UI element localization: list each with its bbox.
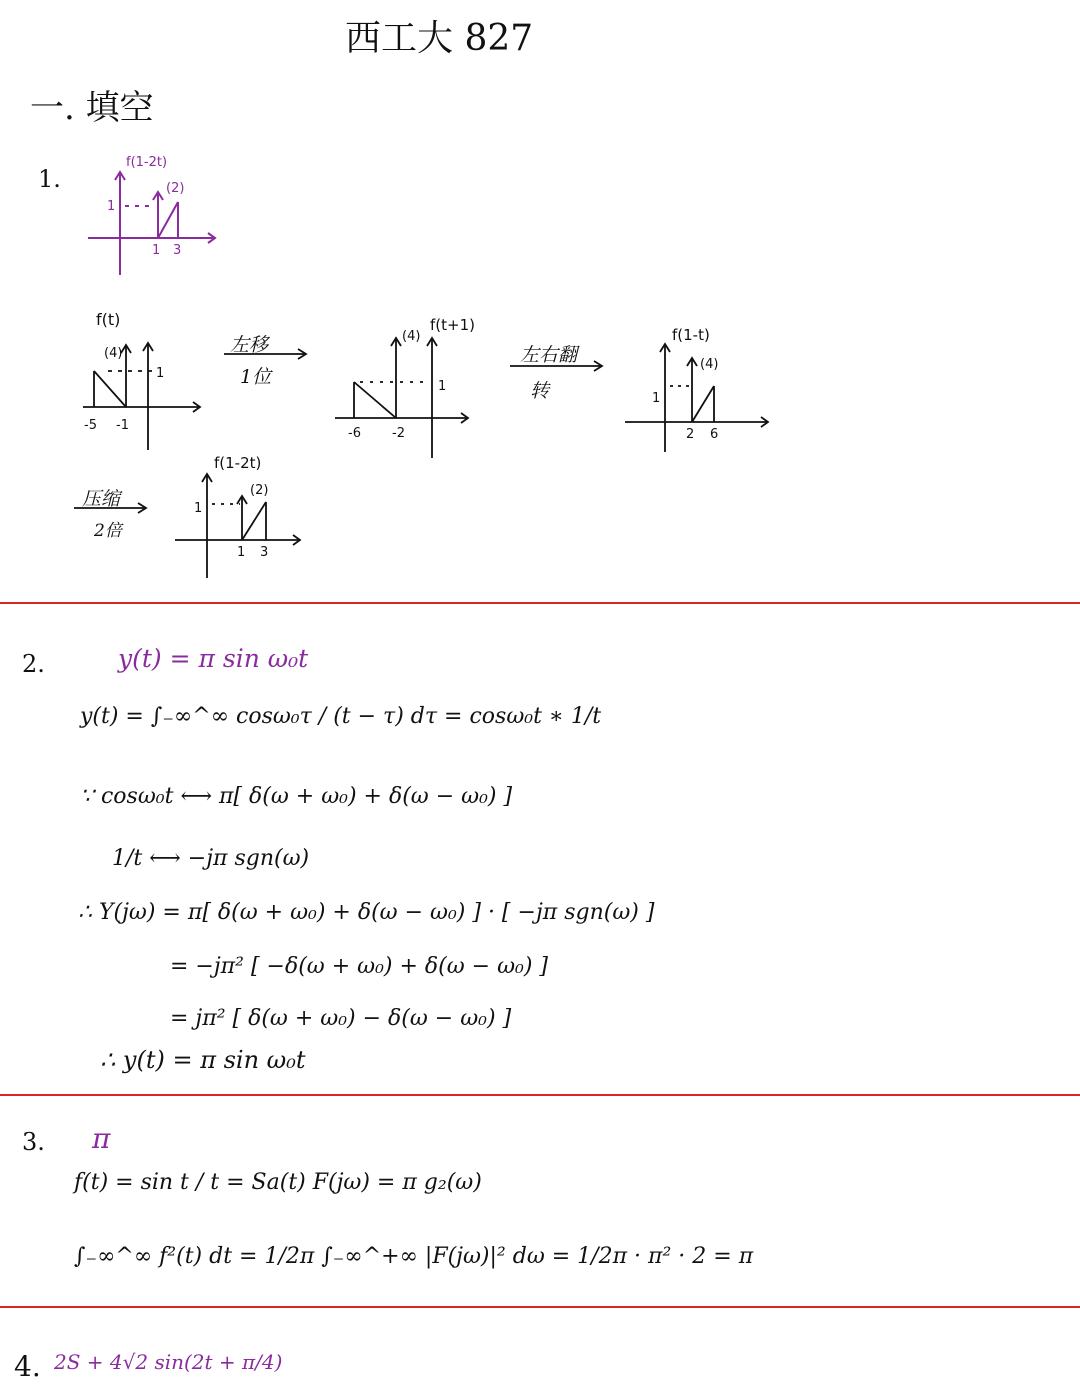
- plot-final: [170, 450, 310, 585]
- arrow2-icon: [508, 358, 608, 374]
- question-3-number: 3.: [22, 1128, 45, 1156]
- answer-plot-impulse: (2): [166, 181, 185, 196]
- question-2-answer: y(t) = π sin ω₀t: [118, 644, 309, 673]
- plot-shift: [330, 310, 480, 460]
- derivation-line: y(t) = ∫₋∞^∞ cosω₀τ / (t − τ) dτ = cosω₀t ∗ 1/t: [80, 704, 602, 729]
- divider-line: [0, 602, 1080, 604]
- plot-flip-tick: 2: [686, 427, 695, 442]
- derivation-line: 1/t ⟷ −jπ sgn(ω): [112, 846, 310, 871]
- divider-line: [0, 1094, 1080, 1096]
- question-2-number: 2.: [22, 650, 45, 678]
- plot-flip-label: f(1-t): [672, 326, 710, 344]
- plot-shift-label: f(t+1): [430, 316, 475, 334]
- plot-f-ymark: 1: [156, 366, 165, 381]
- answer-plot-label: f(1-2t): [126, 155, 168, 170]
- plot-flip: [620, 320, 775, 455]
- plot-shift-tick: -2: [392, 426, 405, 441]
- plot-f-impulse: (4): [104, 346, 123, 361]
- answer-plot-ymark: 1: [107, 199, 116, 214]
- plot-final-label: f(1-2t): [214, 454, 262, 472]
- plot-shift-impulse: (4): [402, 329, 421, 344]
- derivation-line: = −jπ² [ −δ(ω + ω₀) + δ(ω − ω₀) ]: [170, 954, 549, 979]
- derivation-line: ∫₋∞^∞ f²(t) dt = 1/2π ∫₋∞^+∞ |F(jω)|² dω = 1/2π · π² · 2 = π: [74, 1244, 754, 1269]
- answer-plot: [80, 150, 230, 280]
- arrow1-icon: [222, 346, 312, 362]
- plot-flip-impulse: (4): [700, 357, 719, 372]
- plot-f: [78, 305, 208, 455]
- answer-plot-tick: 1: [152, 243, 161, 258]
- plot-final-tick: 1: [237, 545, 246, 560]
- arrow1-bottom: 1位: [240, 366, 272, 388]
- question-4-number: 4.: [14, 1350, 41, 1383]
- section-heading: 一. 填空: [30, 88, 154, 128]
- question-1-number: 1.: [38, 165, 61, 193]
- plot-shift-ymark: 1: [438, 379, 447, 394]
- plot-shift-tick: -6: [348, 426, 361, 441]
- derivation-line: f(t) = sin t / t = Sa(t) F(jω) = π g₂(ω): [74, 1170, 482, 1195]
- divider-line: [0, 1306, 1080, 1308]
- question-4-answer: 2S + 4√2 sin(2t + π/4): [54, 1350, 283, 1374]
- plot-flip-ymark: 1: [652, 391, 661, 406]
- plot-final-tick: 3: [260, 545, 269, 560]
- arrow3-top: 压缩: [82, 488, 121, 510]
- arrow1-top: 左移: [230, 334, 269, 356]
- plot-flip-tick: 6: [710, 427, 719, 442]
- question-3-answer: π: [92, 1122, 111, 1155]
- derivation-line: ∴ y(t) = π sin ω₀t: [100, 1046, 306, 1074]
- derivation-line: = jπ² [ δ(ω + ω₀) − δ(ω − ω₀) ]: [170, 1006, 512, 1031]
- derivation-line: ∵ cosω₀t ⟷ π[ δ(ω + ω₀) + δ(ω − ω₀) ]: [80, 784, 513, 809]
- plot-final-impulse: (2): [250, 483, 269, 498]
- derivation-line: ∴ Y(jω) = π[ δ(ω + ω₀) + δ(ω − ω₀) ] · [ −jπ sgn(ω) ]: [78, 900, 655, 925]
- arrow3-icon: [72, 500, 152, 516]
- plot-f-tick: -1: [116, 418, 129, 433]
- arrow2-top: 左右翻: [520, 344, 578, 366]
- plot-f-tick: -5: [84, 418, 97, 433]
- arrow3-bottom: 2倍: [94, 521, 122, 541]
- arrow2-bottom: 转: [530, 380, 550, 402]
- answer-plot-tick: 3: [173, 243, 182, 258]
- page-title: 西工大 827: [345, 18, 534, 59]
- plot-final-ymark: 1: [194, 501, 203, 516]
- plot-f-label: f(t): [96, 310, 121, 329]
